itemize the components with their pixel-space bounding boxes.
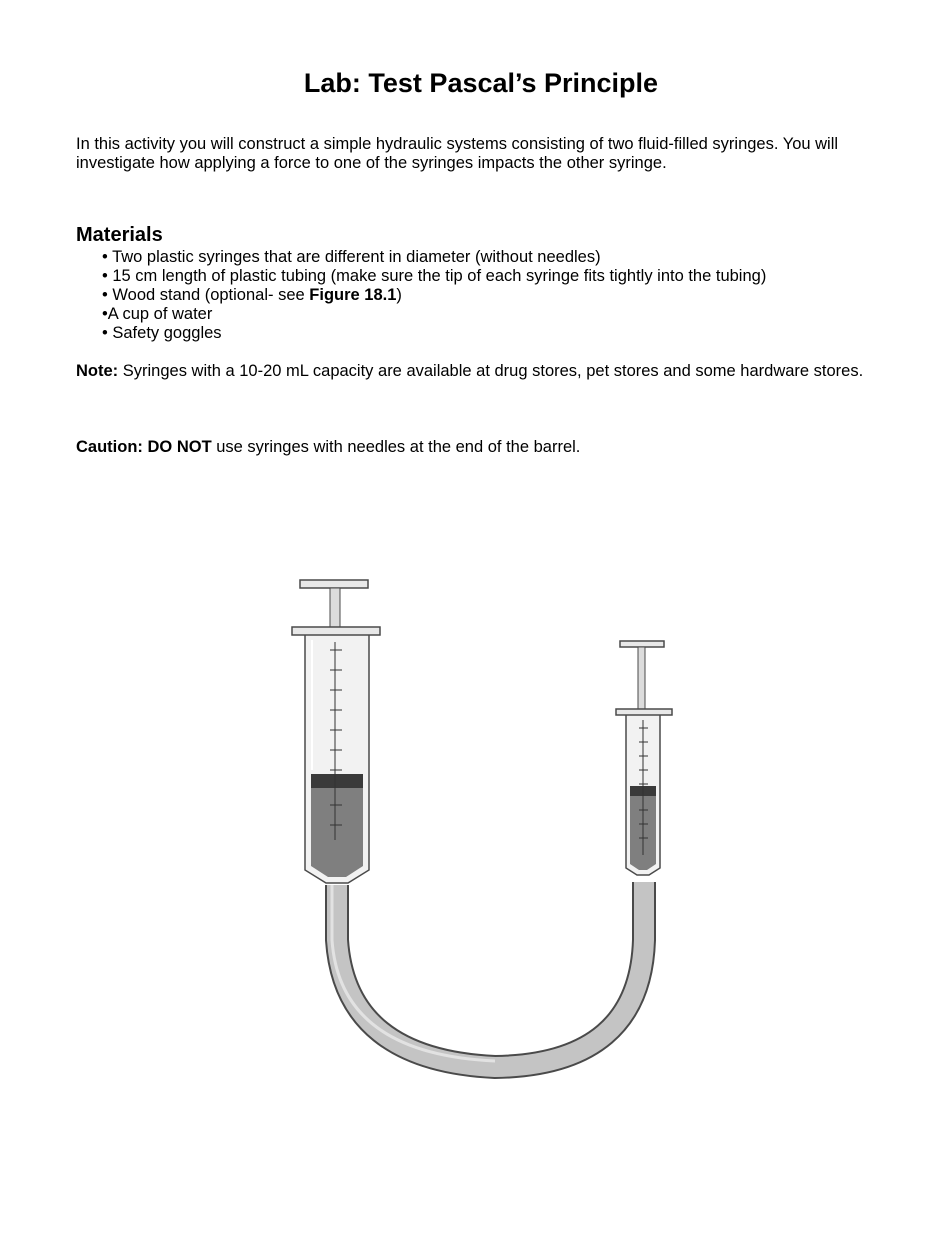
list-item <box>102 286 766 305</box>
list-item <box>102 267 766 286</box>
caution-text: use syringes with needles at the end of the barrel. <box>211 438 581 456</box>
bullet: • <box>102 267 108 285</box>
material-water: A cup of water <box>107 305 213 323</box>
note-text: Syringes with a 10-20 mL capacity are available at drug stores, pet stores and some hardware stores. <box>118 362 864 380</box>
list-item <box>102 248 766 267</box>
intro-paragraph: In this activity you will construct a simple hydraulic systems consisting of two fluid-filled syringes. You will investigate how applying a force to one of the syringes impacts the other syringe. <box>76 135 839 172</box>
large-syringe <box>292 580 380 883</box>
bullet: • <box>102 305 108 323</box>
material-tubing: 15 cm length of plastic tubing (make sure the tip of each syringe fits tightly into the tubing) <box>112 267 767 285</box>
bullet: • <box>102 324 108 342</box>
figure-reference: Figure 18.1 <box>309 286 397 304</box>
materials-list <box>102 248 766 343</box>
material-syringes: Two plastic syringes that are different in diameter (without needles) <box>112 248 601 266</box>
plastic-tube <box>332 882 644 1067</box>
materials-heading: Materials <box>76 224 163 246</box>
material-goggles: Safety goggles <box>112 324 222 342</box>
list-item <box>102 305 766 324</box>
bullet: • <box>102 248 108 266</box>
hydraulic-syringe-illustration <box>250 570 690 1110</box>
note-paragraph <box>76 362 896 381</box>
material-wood-stand: Wood stand (optional- see <box>112 286 310 304</box>
bullet: • <box>102 286 108 304</box>
small-syringe <box>616 641 672 875</box>
figure-reference-close: ) <box>396 286 402 304</box>
page-title: Lab: Test Pascal’s Principle <box>303 68 659 98</box>
list-item <box>102 324 766 343</box>
caution-label: Caution: DO NOT <box>76 438 212 456</box>
caution-paragraph <box>76 438 896 457</box>
note-label: Note: <box>76 362 119 380</box>
